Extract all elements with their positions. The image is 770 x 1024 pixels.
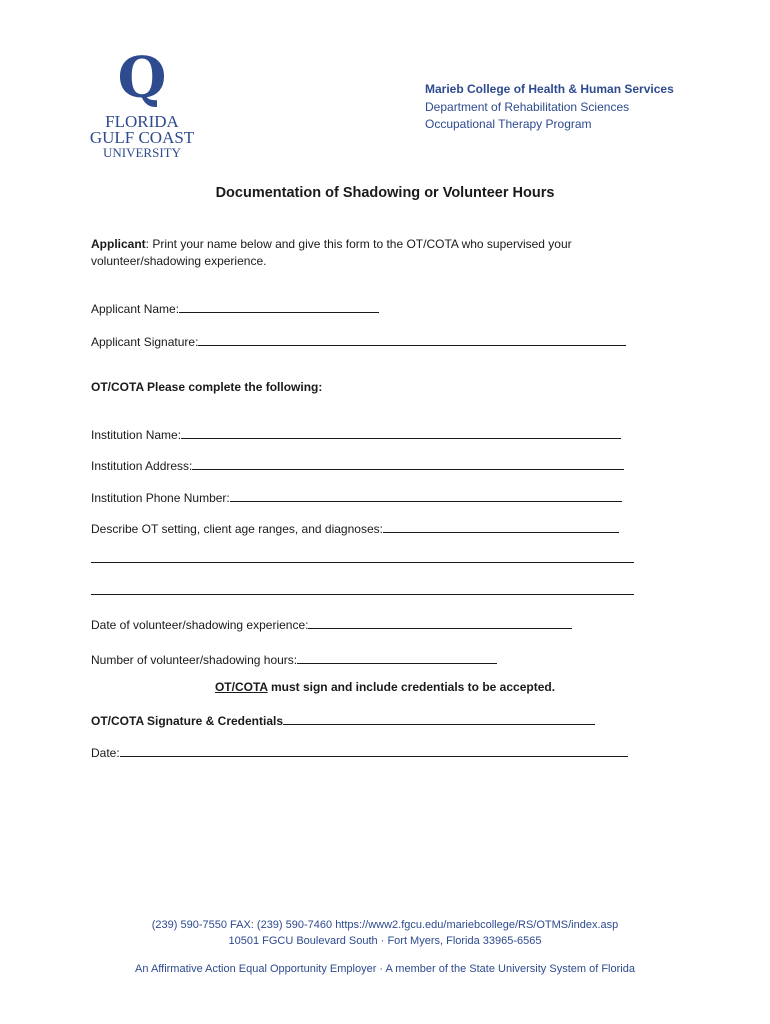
logo-line-3: UNIVERSITY <box>103 145 181 160</box>
institution-address-field[interactable] <box>192 457 624 470</box>
date-experience-field[interactable] <box>308 616 572 629</box>
logo-line-1: FLORIDA <box>105 112 179 131</box>
university-logo <box>85 50 200 160</box>
applicant-name-label: Applicant Name: <box>91 302 180 316</box>
applicant-signature-row <box>91 333 626 349</box>
form-title: Documentation of Shadowing or Volunteer Hours <box>215 185 555 201</box>
number-hours-row <box>91 651 497 667</box>
describe-setting-label: Describe OT setting, client age ranges, and diagnoses: <box>91 522 383 536</box>
describe-setting-line-2[interactable] <box>91 562 634 563</box>
describe-setting-row <box>91 520 619 536</box>
program-name: Occupational Therapy Program <box>425 117 592 131</box>
ot-section-heading: OT/COTA Please complete the following: <box>91 380 323 394</box>
college-name: Marieb College of Health & Human Services <box>425 82 674 96</box>
date-experience-row <box>91 616 572 632</box>
applicant-name-field[interactable] <box>179 300 379 313</box>
applicant-signature-label: Applicant Signature: <box>91 335 199 349</box>
date-experience-label: Date of volunteer/shadowing experience: <box>91 618 309 632</box>
logo-line-2: GULF COAST <box>89 128 195 147</box>
applicant-label: Applicant <box>91 237 146 251</box>
department-header <box>425 81 674 134</box>
number-hours-label: Number of volunteer/shadowing hours: <box>91 653 298 667</box>
applicant-signature-field[interactable] <box>198 333 626 346</box>
institution-address-row <box>91 457 624 473</box>
credentials-note-underlined: OT/COTA <box>214 680 268 694</box>
credentials-note-text: must sign and include credentials to be accepted. <box>267 680 556 694</box>
institution-phone-row <box>91 489 622 505</box>
credentials-note <box>0 680 770 694</box>
describe-setting-line-3[interactable] <box>91 594 634 595</box>
applicant-instructions <box>91 236 631 270</box>
date-row <box>91 744 628 760</box>
signature-credentials-label: OT/COTA Signature & Credentials <box>91 714 284 728</box>
institution-phone-label: Institution Phone Number: <box>91 491 230 505</box>
signature-credentials-row <box>91 712 595 728</box>
applicant-name-row <box>91 300 379 316</box>
signature-credentials-field[interactable] <box>283 712 595 725</box>
date-field[interactable] <box>120 744 628 757</box>
institution-name-field[interactable] <box>181 426 621 439</box>
footer-contact: (239) 590-7550 FAX: (239) 590-7460 https://www2.fgcu.edu/mariebcollege/RS/OTMS/index.asp <box>151 919 619 931</box>
date-label: Date: <box>91 746 120 760</box>
footer-tagline: An Affirmative Action Equal Opportunity Employer · A member of the State University System of Florida <box>135 963 635 975</box>
institution-phone-field[interactable] <box>230 489 622 502</box>
number-hours-field[interactable] <box>297 651 497 664</box>
describe-setting-field[interactable] <box>383 520 619 533</box>
footer-address: 10501 FGCU Boulevard South · Fort Myers, Florida 33965-6565 <box>228 935 542 947</box>
applicant-instruction-text: : Print your name below and give this form to the OT/COTA who supervised your volunteer/shadowing experience. <box>91 237 572 268</box>
institution-address-label: Institution Address: <box>91 459 193 473</box>
department-name: Department of Rehabilitation Sciences <box>425 99 630 114</box>
institution-name-row <box>91 426 621 442</box>
institution-name-label: Institution Name: <box>91 428 182 442</box>
logo-letter: Q <box>117 50 167 111</box>
